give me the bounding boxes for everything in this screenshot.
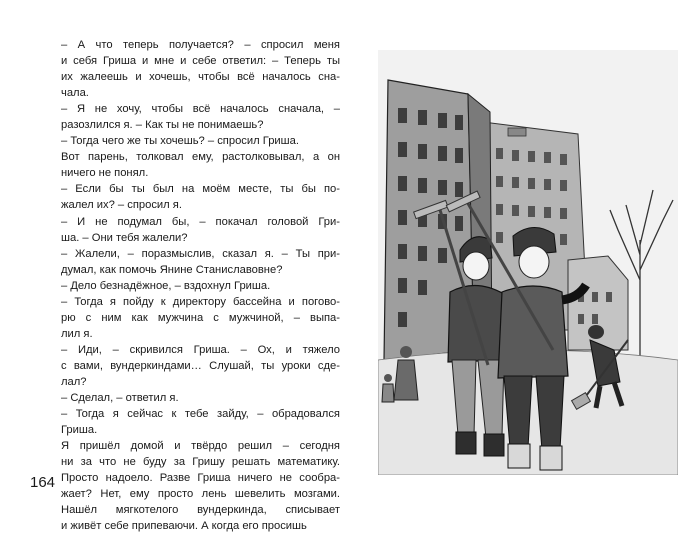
text-line: с вами, вундеркиндами… Слушай, ты уроки сде- [61, 359, 340, 372]
text-line: Я пришёл домой и твёрдо решил – сегодня [61, 440, 340, 453]
text-line: и себя Гриша и мне и себе ответил: – Теперь ты [61, 55, 340, 68]
text-line: жалел их? – спросил я. [61, 199, 182, 212]
text-line: Вот парень, толковал ему, растолковывал, а он [61, 151, 340, 164]
text-line: Гриша. [61, 424, 98, 437]
page-number: 164 [30, 474, 56, 491]
text-line: лал? [61, 375, 87, 388]
text-line: лил я. [61, 327, 93, 340]
text-line: – И не подумал бы, – покачал головой Гри- [61, 215, 340, 228]
text-line: – Тогда я пойду к директору бассейна и погово- [61, 295, 340, 308]
text-line: жает? Нет, ему просто лень шевелить мозгами. [61, 488, 340, 501]
text-line: – Тогда я сейчас к тебе зайду, – обрадовался [61, 408, 340, 421]
text-line: думал, как помочь Янине Станиславовне? [61, 263, 283, 276]
text-line: – Если бы ты был на моём месте, ты бы по- [61, 183, 340, 196]
text-line: чала. [61, 87, 89, 100]
text-line: Просто надоело. Разве Гриша ничего не сообра- [61, 472, 340, 485]
text-line: – Я не хочу, чтобы всё началось сначала, – [61, 103, 340, 116]
text-line: их жалеешь и хочешь, чтобы всё началось сна- [61, 71, 340, 84]
text-line: – Иди, – скривился Гриша. – Ох, и тяжело [61, 343, 340, 356]
text-line: – Дело безнадёжное, – вздохнул Гриша. [61, 279, 271, 292]
text-line: Нашёл мягкотелого вундеркинда, списывает [61, 504, 340, 517]
text-line: – Жалели, – поразмыслив, сказал я. – Ты при- [61, 247, 340, 260]
text-line: ничего не понял. [61, 167, 149, 180]
illustration-boys-with-hockey-sticks [378, 30, 678, 475]
text-line: – А что теперь получается? – спросил меня [61, 39, 340, 51]
text-line: рю с ним как мужчина с мужчиной, – выпа- [61, 311, 340, 324]
text-line: – Сделал, – ответил я. [61, 392, 179, 405]
text-line: – Тогда чего же ты хочешь? – спросил Гриша. [61, 135, 299, 148]
text-line: ни за что не буду за Гришу решать математику. [61, 456, 340, 469]
text-line: ша. – Они тебя жалели? [61, 231, 188, 244]
page-text [61, 37, 340, 534]
text-line: разозлился я. – Как ты не понимаешь? [61, 119, 264, 132]
text-line: и живёт себе припеваючи. А когда его просишь [61, 520, 307, 533]
